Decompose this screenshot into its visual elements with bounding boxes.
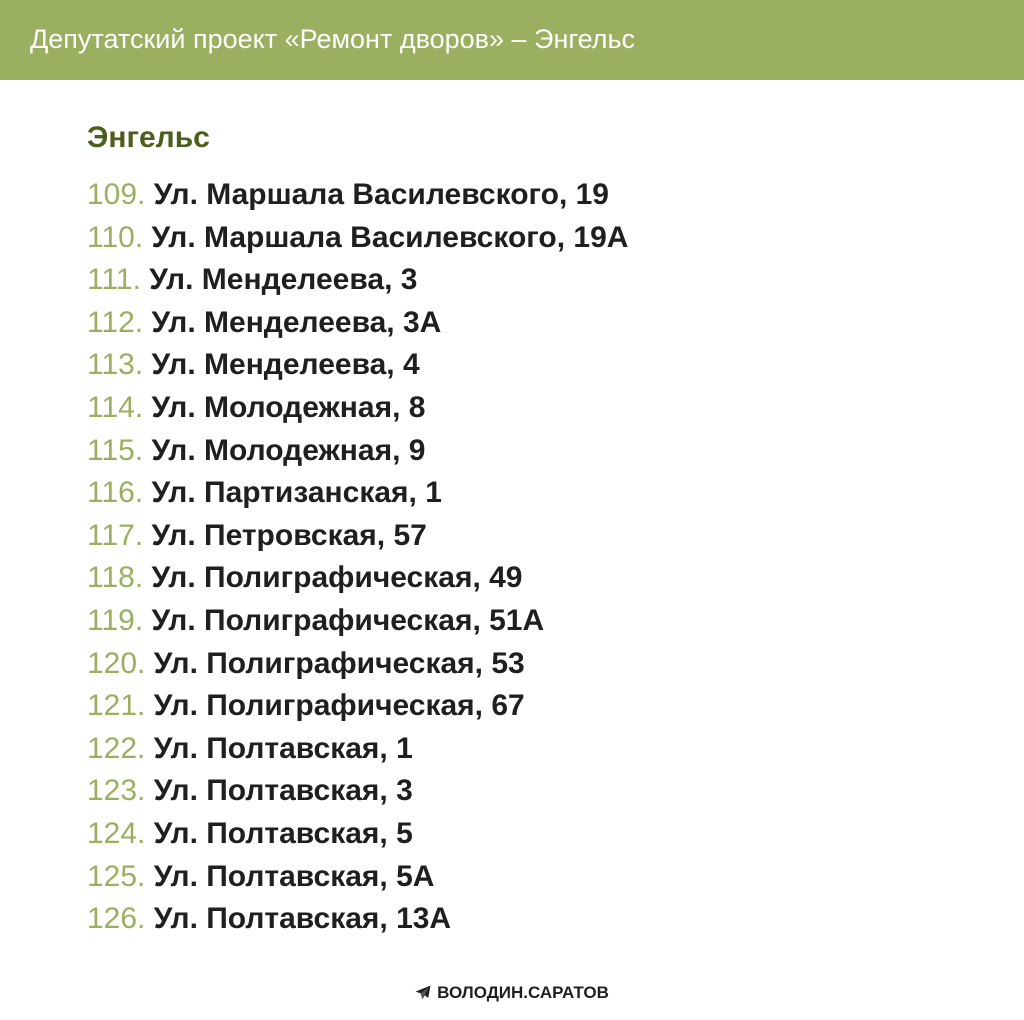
list-item	[87, 728, 628, 771]
list-item	[87, 259, 628, 302]
item-address: Ул. Полиграфическая, 53	[153, 646, 525, 680]
list-item	[87, 898, 628, 941]
item-number: 116.	[87, 476, 144, 510]
item-address: Ул. Менделеева, 4	[151, 348, 420, 382]
item-number: 115.	[87, 433, 144, 467]
item-address: Ул. Полтавская, 5А	[153, 859, 435, 893]
item-address: Ул. Полтавская, 3	[153, 774, 413, 808]
item-address: Ул. Полтавская, 13А	[153, 902, 452, 936]
header-title: Депутатский проект «Ремонт дворов» – Энгельс	[30, 24, 636, 54]
telegram-arrow-icon	[415, 985, 431, 1000]
item-number: 125.	[87, 859, 146, 893]
item-address: Ул. Молодежная, 8	[151, 390, 426, 424]
list-item	[87, 387, 628, 430]
header-bar	[0, 0, 1024, 80]
section-title: Энгельс	[87, 121, 210, 154]
address-list	[87, 174, 628, 941]
item-address: Ул. Полиграфическая, 67	[153, 689, 525, 723]
item-number: 118.	[87, 561, 144, 595]
item-address: Ул. Партизанская, 1	[151, 476, 442, 510]
item-address: Ул. Полтавская, 1	[153, 731, 413, 765]
item-address: Ул. Полиграфическая, 51А	[151, 603, 545, 637]
list-item	[87, 643, 628, 686]
list-item	[87, 174, 628, 217]
list-item	[87, 515, 628, 558]
item-number: 126.	[87, 902, 146, 936]
item-address: Ул. Маршала Василевского, 19	[153, 178, 609, 211]
item-number: 120.	[87, 646, 146, 680]
item-number: 122.	[87, 731, 146, 765]
item-number: 111.	[87, 263, 141, 297]
item-number: 109.	[87, 178, 146, 211]
item-number: 124.	[87, 816, 146, 850]
list-item	[87, 813, 628, 856]
item-number: 121.	[87, 689, 146, 723]
list-item	[87, 302, 628, 345]
item-number: 114.	[87, 390, 144, 424]
footer-brand	[0, 982, 1024, 1004]
list-item	[87, 472, 628, 515]
item-address: Ул. Полиграфическая, 49	[151, 561, 523, 595]
list-item	[87, 430, 628, 473]
footer-label: ВОЛОДИН.САРАТОВ	[437, 983, 609, 1002]
item-number: 123.	[87, 774, 146, 808]
item-address: Ул. Маршала Василевского, 19А	[151, 220, 629, 254]
item-number: 117.	[87, 518, 144, 552]
list-item	[87, 770, 628, 813]
item-address: Ул. Молодежная, 9	[151, 433, 426, 467]
item-number: 112.	[87, 305, 144, 339]
item-address: Ул. Менделеева, 3	[149, 263, 418, 297]
item-number: 119.	[87, 603, 144, 637]
list-item	[87, 856, 628, 899]
item-address: Ул. Полтавская, 5	[153, 816, 413, 850]
item-address: Ул. Менделеева, 3А	[151, 305, 442, 339]
list-item	[87, 557, 628, 600]
list-item	[87, 600, 628, 643]
list-item	[87, 685, 628, 728]
item-address: Ул. Петровская, 57	[151, 518, 427, 552]
item-number: 113.	[87, 348, 144, 382]
item-number: 110.	[87, 220, 144, 254]
list-item	[87, 344, 628, 387]
list-item	[87, 217, 628, 260]
